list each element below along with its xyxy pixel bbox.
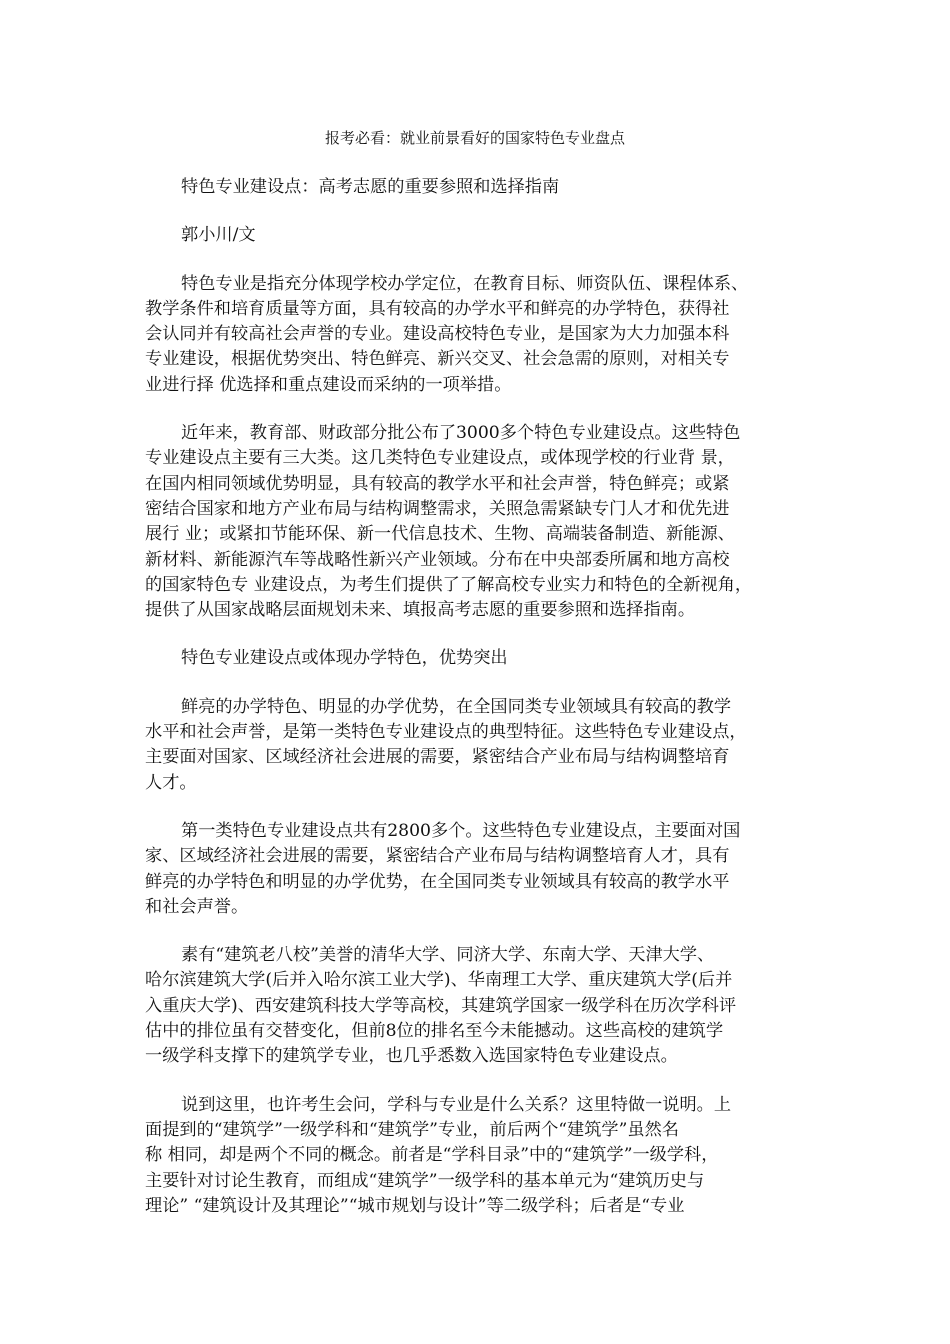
text-line: 入重庆大学)、西安建筑科技大学等高校，其建筑学国家一级学科在历次学科评 (145, 995, 737, 1016)
text-line: 专业建设点主要有三大类。这几类特色专业建设点，或体现学校的行业背 景， (145, 448, 735, 469)
text-line: 新材料、新能源汽车等战略性新兴产业领域。分布在中央部委所属和地方高校 (145, 549, 730, 570)
text-line: 在国内相同领域优势明显，具有较高的教学水平和社会声誉，特色鲜亮；或紧 (145, 473, 730, 494)
paragraph-overview (145, 421, 813, 623)
text-line: 和社会声誉。 (145, 896, 249, 917)
text-line: 会认同并有较高社会声誉的专业。建设高校特色专业，是国家为大力加强本科 (145, 324, 730, 345)
text-line: 主要针对讨论生教育，而组成“建筑学”一级学科的基本单元为“建筑历史与 (145, 1170, 705, 1191)
text-line: 理论” “建筑设计及其理论”“城市规划与设计”等二级学科；后者是“专业 (145, 1195, 685, 1216)
paragraph-first-category (145, 695, 813, 796)
text-line: 主要面对国家、区域经济社会进展的需要，紧密结合产业布局与结构调整培育 (145, 747, 730, 768)
paragraph-discipline-vs-major (145, 1093, 813, 1219)
text-line: 估中的排位虽有交替变化，但前8位的排名至今未能撼动。这些高校的建筑学 (145, 1021, 724, 1042)
text-line: 专业建设，根据优势突出、特色鲜亮、新兴交叉、社会急需的原则，对相关专 (145, 349, 730, 370)
document-body (145, 175, 813, 1242)
author-line: 郭小川/文 (181, 225, 256, 246)
text-line: 的国家特色专 业建设点，为考生们提供了了解高校专业实力和特色的全新视角， (145, 574, 753, 595)
text-line: 水平和社会声誉，是第一类特色专业建设点的典型特征。这些特色专业建设点， (145, 722, 747, 743)
text-line: 鲜亮的办学特色和明显的办学优势，在全国同类专业领域具有较高的教学水平 (145, 871, 730, 892)
text-line: 近年来，教育部、财政部分批公布了3000多个特色专业建设点。这些特色 (181, 423, 741, 444)
text-line: 一级学科支撑下的建筑学专业，也几乎悉数入选国家特色专业建设点。 (145, 1046, 678, 1067)
text-line: 面提到的“建筑学”一级学科和“建筑学”专业，前后两个“建筑学”虽然名 (145, 1119, 679, 1140)
text-line: 素有“建筑老八校”美誉的清华大学、同济大学、东南大学、天津大学、 (181, 945, 715, 966)
text-line: 家、区域经济社会进展的需要，紧密结合产业布局与结构调整培育人才，具有 (145, 846, 730, 867)
text-line: 展行 业；或紧扣节能环保、新一代信息技术、生物、高端装备制造、新能源、 (145, 524, 735, 545)
document-title: 报考必看：就业前景看好的国家特色专业盘点 (324, 129, 625, 147)
text-line: 教学条件和培育质量等方面，具有较高的办学水平和鲜亮的办学特色，获得社 (145, 298, 730, 319)
paragraph-architecture-schools (145, 943, 813, 1069)
text-line: 称 相同，却是两个不同的概念。前者是“学科目录”中的“建筑学”一级学科， (145, 1145, 719, 1166)
text-line: 人才。 (145, 772, 197, 793)
text-line: 说到这里，也许考生会问，学科与专业是什么关系？这里特做一说明。上 (181, 1094, 732, 1115)
subtitle-paragraph (145, 175, 813, 200)
paragraph-definition (145, 272, 813, 398)
text-line: 特色专业是指充分体现学校办学定位，在教育目标、师资队伍、课程体系、 (181, 273, 749, 294)
paragraph-first-category-count (145, 819, 813, 920)
text-line: 第一类特色专业建设点共有2800多个。这些特色专业建设点，主要面对国 (181, 820, 741, 841)
section-heading-paragraph (145, 646, 813, 671)
subtitle-line: 特色专业建设点：高考志愿的重要参照和选择指南 (181, 177, 560, 197)
text-line: 提供了从国家战略层面规划未来、填报高考志愿的重要参照和选择指南。 (145, 600, 696, 621)
section-heading: 特色专业建设点或体现办学特色，优势突出 (181, 648, 508, 669)
author-paragraph (145, 223, 813, 248)
text-line: 业进行择 优选择和重点建设而采纳的一项举措。 (145, 374, 512, 395)
text-line: 密结合国家和地方产业布局与结构调整需求，关照急需紧缺专门人才和优先进 (145, 498, 730, 519)
text-line: 鲜亮的办学特色、明显的办学优势，在全国同类专业领域具有较高的教学 (181, 696, 732, 717)
text-line: 哈尔滨建筑大学(后并入哈尔滨工业大学)、华南理工大学、重庆建筑大学(后并 (145, 970, 733, 991)
